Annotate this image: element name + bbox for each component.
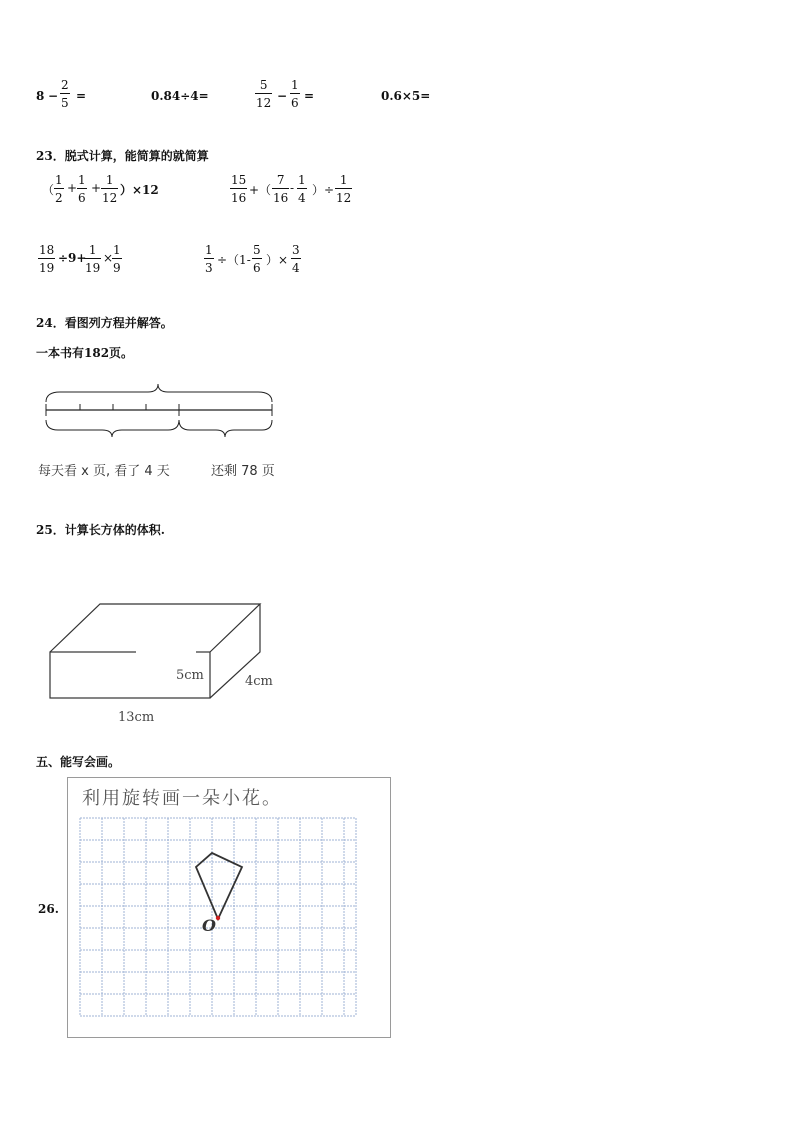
q22-e4: 0.6×5= <box>381 89 431 103</box>
fraction-bar <box>255 93 272 94</box>
op-1: +（ <box>249 183 272 197</box>
numerator: 1 <box>105 173 114 187</box>
fraction-2 <box>77 173 87 205</box>
fraction-bar <box>335 188 352 189</box>
denominator: 19 <box>85 261 101 275</box>
fraction-2 <box>252 243 262 275</box>
q24-label-days: 每天看 x 页, 看了 4 天 <box>38 464 170 479</box>
section5-heading: 五、能写会画。 <box>36 755 121 769</box>
fraction-1 <box>204 243 214 275</box>
label-mask <box>136 649 196 655</box>
denominator: 16 <box>273 191 289 205</box>
denominator: 4 <box>292 261 300 275</box>
denominator: 4 <box>298 191 306 205</box>
kite-petal <box>196 853 242 919</box>
rotation-center-dot <box>216 916 220 920</box>
denominator: 16 <box>231 191 247 205</box>
q25-length-label: 13cm <box>118 710 155 725</box>
fraction-3 <box>297 173 307 205</box>
numerator: 1 <box>88 243 97 257</box>
numerator: 7 <box>276 173 285 187</box>
paren-open: （ <box>42 183 55 197</box>
denominator: 6 <box>291 96 299 110</box>
denominator: 12 <box>336 191 352 205</box>
fraction-bar <box>112 258 122 259</box>
fraction-1 <box>230 173 247 205</box>
fraction-2 <box>84 243 101 275</box>
origin-label: O <box>202 916 216 935</box>
fraction-4 <box>335 173 352 205</box>
q22-e3-equals: = <box>304 89 315 103</box>
denominator: 19 <box>39 261 55 275</box>
q22-e1-equals: = <box>76 89 87 103</box>
numerator: 3 <box>292 243 300 257</box>
numerator: 5 <box>253 243 261 257</box>
q22-e1-minus: − <box>48 89 59 103</box>
q24-line-segment-diagram <box>40 380 280 440</box>
fraction-2 <box>272 173 289 205</box>
denominator: 12 <box>256 96 272 110</box>
fraction-bar <box>204 258 214 259</box>
fraction-bar <box>101 188 118 189</box>
q26-instruction: 利用旋转画一朵小花。 <box>82 788 282 809</box>
numerator: 5 <box>259 78 268 92</box>
fraction-bar <box>84 258 101 259</box>
op-2: - <box>290 181 295 195</box>
fraction-3 <box>291 243 301 275</box>
rotation-grid <box>78 816 360 1022</box>
op-2: × <box>103 251 114 265</box>
denominator: 12 <box>102 191 118 205</box>
op-1: ÷（1- <box>217 253 251 267</box>
bottom-brace-right <box>179 420 272 437</box>
numerator: 1 <box>339 173 348 187</box>
fraction-bar <box>252 258 262 259</box>
numerator: 1 <box>291 78 299 92</box>
q22-e3-fraction-1 <box>255 78 272 110</box>
denominator: 3 <box>205 261 213 275</box>
bottom-brace-left <box>46 420 179 437</box>
numerator: 1 <box>298 173 306 187</box>
op-3: ）÷ <box>312 183 335 197</box>
q22-e3-minus: − <box>277 89 288 103</box>
q26-grid-panel <box>67 777 391 1038</box>
fraction-bar <box>297 188 307 189</box>
q24-subheading: 一本书有182页。 <box>36 346 134 360</box>
q24-label-remaining: 还剩 78 页 <box>211 464 275 479</box>
q22-e1-fraction <box>60 78 70 110</box>
fraction-1 <box>38 243 55 275</box>
fraction-bar <box>291 258 301 259</box>
q22-e1-lead: 8 <box>36 89 45 103</box>
fraction-bar <box>54 188 64 189</box>
denominator: 9 <box>113 261 121 275</box>
top-brace <box>46 384 272 402</box>
q25-height-label: 5cm <box>176 668 204 683</box>
q25-heading: 25．计算长方体的体积. <box>36 523 165 537</box>
numerator: 1 <box>55 173 63 187</box>
q25-width-label: 4cm <box>245 674 273 689</box>
q22-e3-fraction-2 <box>290 78 300 110</box>
q26-number: 26. <box>38 902 59 916</box>
denominator: 6 <box>253 261 261 275</box>
fraction-bar <box>230 188 247 189</box>
op-1: + <box>67 181 78 195</box>
op-2: + <box>91 181 102 195</box>
fraction-3 <box>112 243 122 275</box>
denominator: 6 <box>78 191 86 205</box>
numerator: 2 <box>61 78 69 92</box>
top-face <box>50 604 260 652</box>
denominator: 5 <box>61 96 69 110</box>
denominator: 2 <box>55 191 63 205</box>
fraction-bar <box>272 188 289 189</box>
fraction-3 <box>101 173 118 205</box>
fraction-bar <box>77 188 87 189</box>
paren-close-times: ）×12 <box>120 183 159 197</box>
q24-heading: 24．看图列方程并解答。 <box>36 316 173 330</box>
fraction-bar <box>38 258 55 259</box>
numerator: 1 <box>205 243 213 257</box>
fraction-bar <box>290 93 300 94</box>
op-1: ÷9+ <box>58 251 87 265</box>
fraction-1 <box>54 173 64 205</box>
fraction-bar <box>60 93 70 94</box>
numerator: 1 <box>78 173 86 187</box>
numerator: 1 <box>113 243 121 257</box>
op-2: ）× <box>266 253 289 267</box>
numerator: 15 <box>231 173 247 187</box>
numerator: 18 <box>39 243 55 257</box>
q23-heading: 23．脱式计算，能简算的就简算 <box>36 149 209 163</box>
q22-e2: 0.84÷4= <box>151 89 209 103</box>
